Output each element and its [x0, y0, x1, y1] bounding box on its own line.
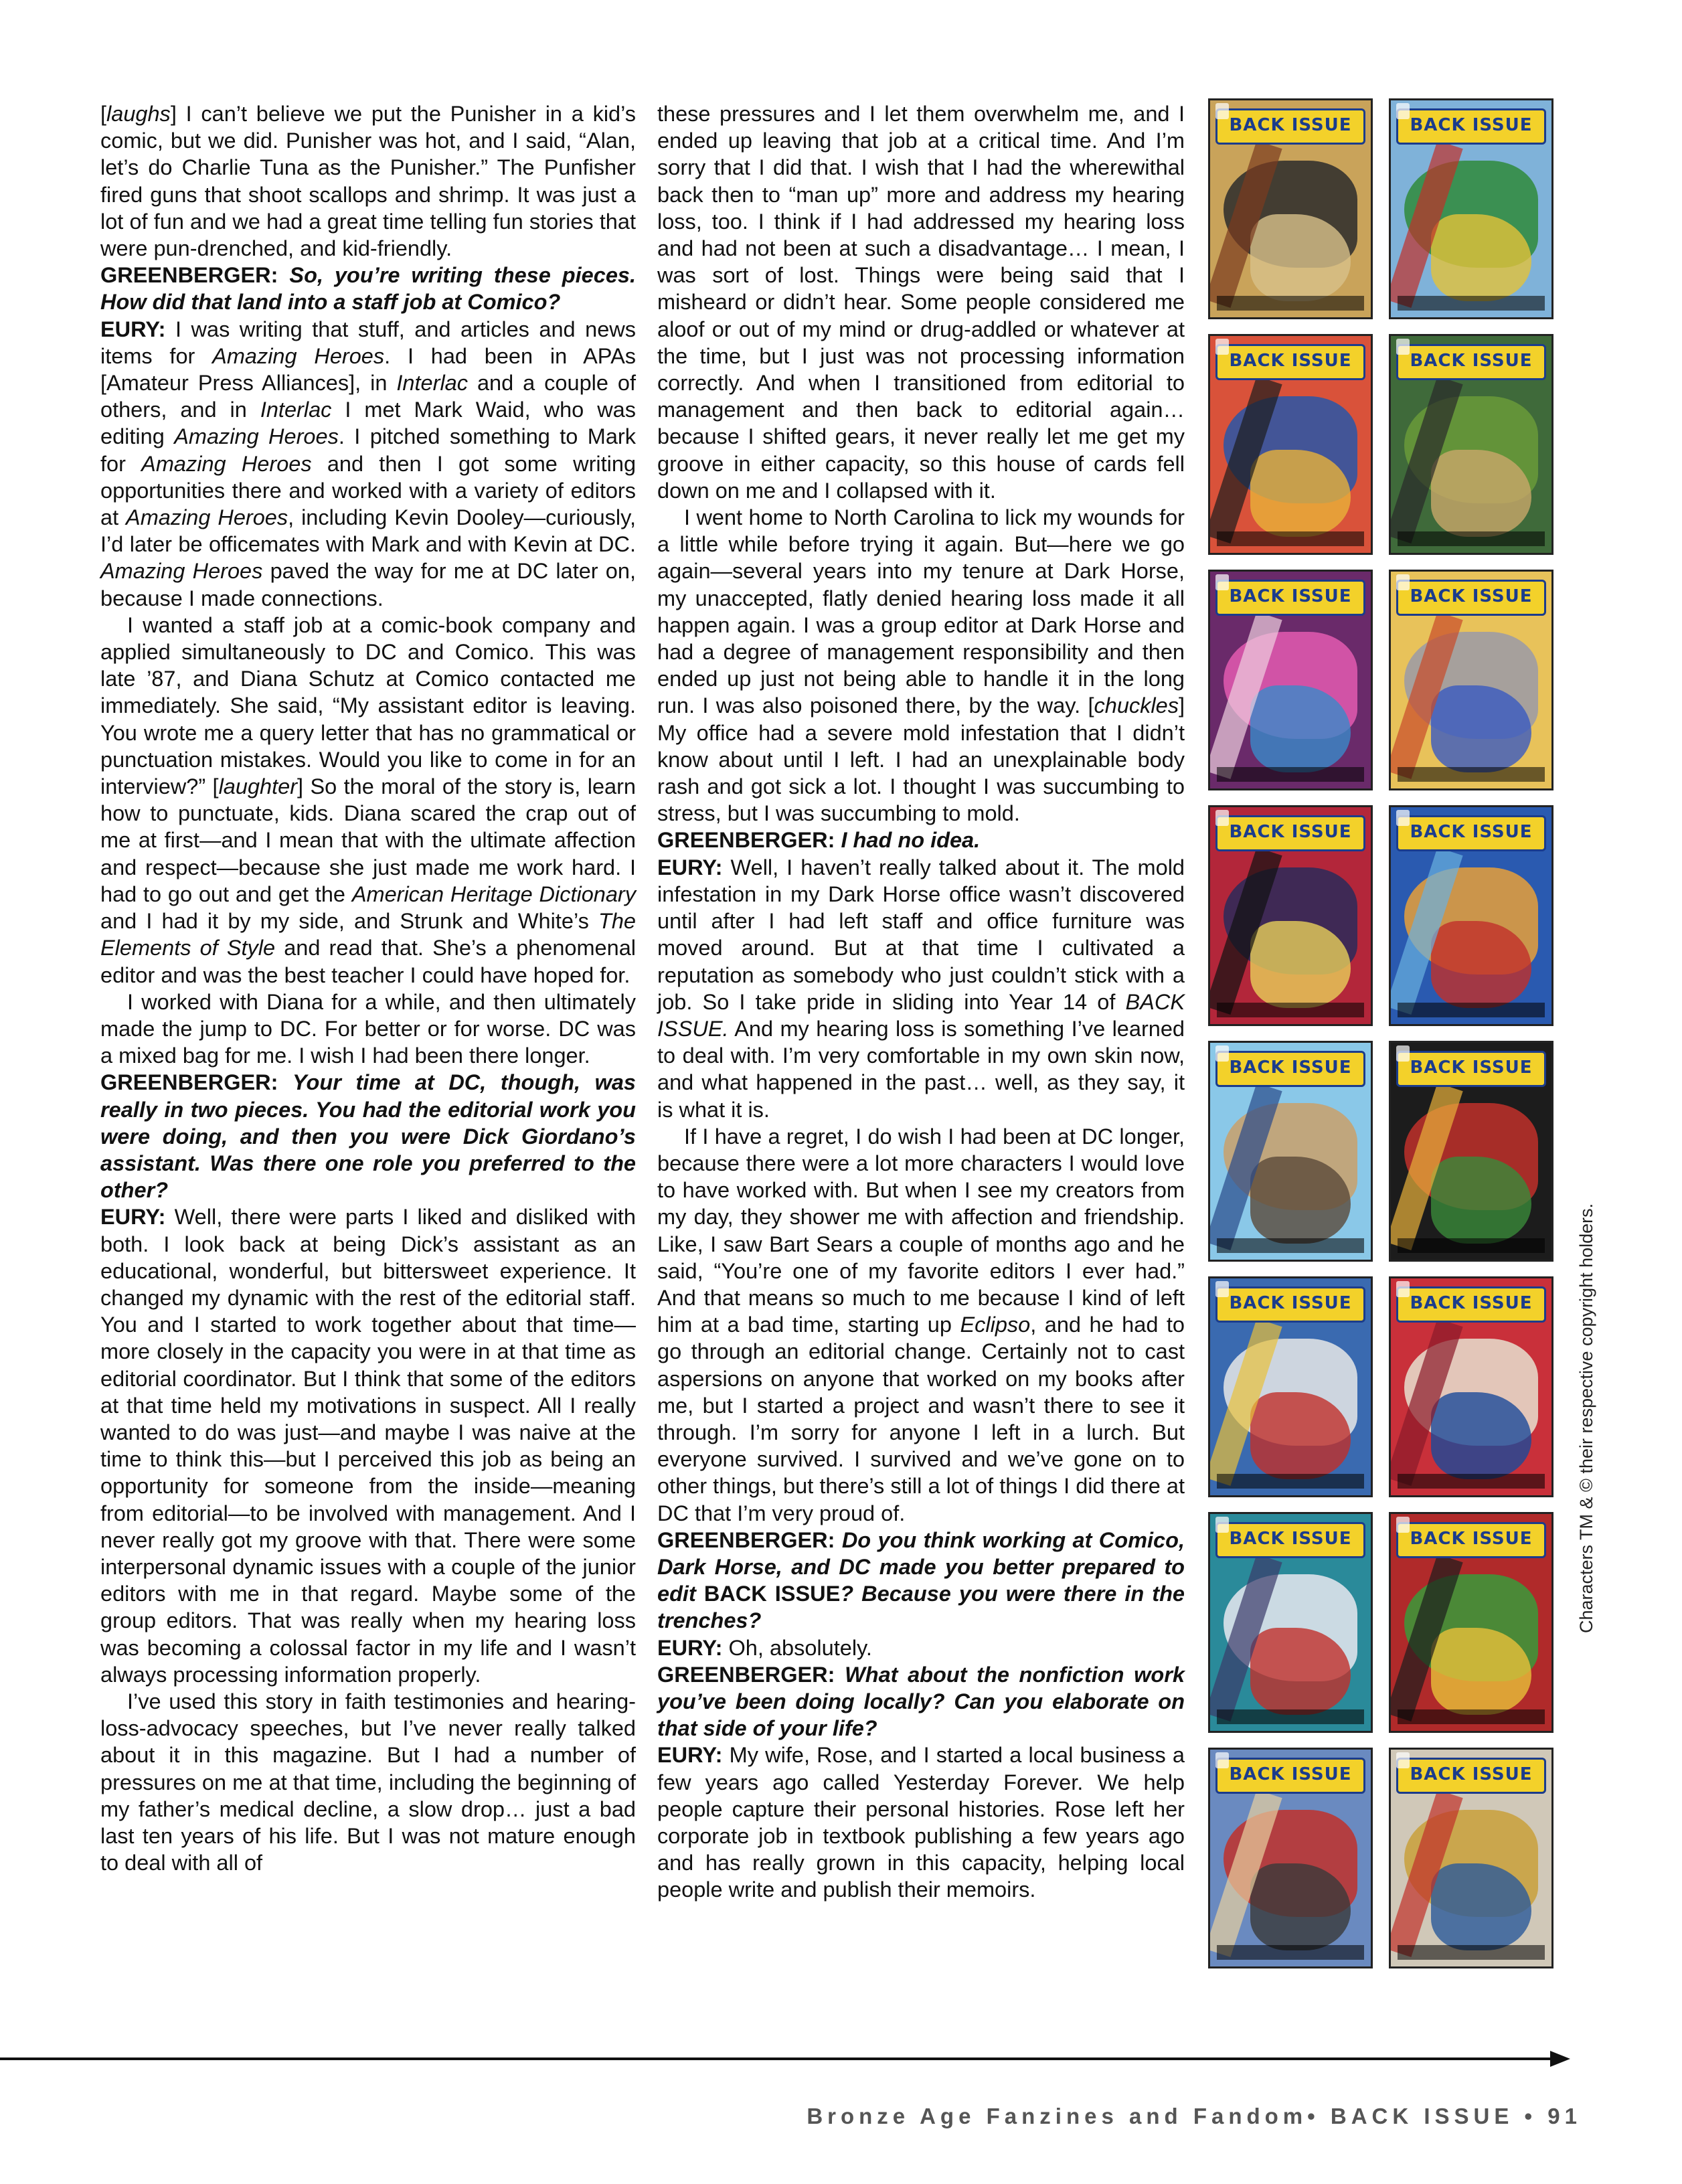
text-run: My wife, Rose, and I started a local business a few years ago called Yesterday Forever. We help people capture their personal histories. Rose left her corporate job in textbook publishing a few years ago and has really grown in this capacity, helping local people write and publish their memoirs.	[657, 1743, 1185, 1902]
cover-masthead: BACK ISSUE	[1215, 1286, 1365, 1323]
italic-text: Interlac	[396, 371, 468, 396]
issue-number-box	[1396, 1752, 1410, 1768]
speaker-name: GREENBERGER:	[657, 828, 835, 853]
speaker-name: EURY:	[657, 1635, 723, 1660]
cover-cover-lines	[1217, 1474, 1364, 1489]
cover-masthead: BACK ISSUE	[1215, 1758, 1365, 1794]
cover-masthead: BACK ISSUE	[1215, 815, 1365, 851]
italic-text: laughter	[218, 774, 298, 799]
cover-cover-lines	[1398, 767, 1545, 782]
text-run: , and he had to go through an editorial change. Certainly not to cast aspersions on anyone that worked on my books after me, but I started a project and wasn’t there to see it through. I’m sorry for anyone I left in a lurch. But everyone survived. I survived and we’ve gone on to other things, but there’s still a lot of things I did there at DC that I’m very proud of.	[657, 1313, 1185, 1525]
issue-number-box	[1396, 810, 1410, 826]
footer-rule	[0, 2057, 1560, 2060]
text-run: ] My office had a severe mold infestation that I didn’t know about until I left. I had an unexplainable body rash and got sick a lot. I thought I was succumbing to stress, but I was succumbing to mold.	[657, 693, 1185, 826]
answer	[100, 1203, 636, 1688]
cover-cover-lines	[1398, 531, 1545, 546]
italic-text: Amazing Heroes	[100, 559, 263, 584]
cover-cover-lines	[1217, 1709, 1364, 1724]
speaker-name: GREENBERGER:	[100, 263, 278, 288]
issue-number-box	[1396, 339, 1410, 355]
cover-masthead: BACK ISSUE	[1396, 815, 1546, 851]
question-text: Your time at DC, though, was really in two pieces. You had the editorial work you were doing, and then you were Dick Giordano’s assistant. Was there one role you preferred to the other?	[100, 1070, 637, 1203]
cover-thumbnail	[1208, 805, 1373, 1026]
cover-thumbnail	[1389, 98, 1553, 319]
question	[100, 262, 636, 315]
answer	[657, 1634, 1185, 1661]
speaker-name: EURY:	[657, 1743, 723, 1768]
cover-thumbnail	[1389, 805, 1553, 1026]
paragraph: [laughs] I can’t believe we put the Punisher in a kid’s comic, but we did. Punisher was hot, and I said, “Alan, let’s do Charlie Tuna as the Punisher.” The Punfisher fired guns that shoot scallops and shrimp. It was just a lot of fun and we had a great time telling fun stories that were pun-drenched, and kid-friendly.	[100, 102, 636, 261]
speaker-name: EURY:	[100, 317, 166, 341]
cover-cover-lines	[1217, 531, 1364, 546]
italic-text: The Elements of Style	[100, 909, 636, 960]
cover-thumbnail	[1208, 1041, 1373, 1262]
cover-thumbnail	[1389, 1748, 1553, 1968]
cover-masthead: BACK ISSUE	[1396, 1051, 1546, 1087]
arrow-icon	[1550, 2051, 1570, 2067]
question	[657, 1527, 1185, 1634]
cover-masthead: BACK ISSUE	[1215, 1051, 1365, 1087]
cover-cover-lines	[1398, 1709, 1545, 1724]
answer	[657, 1742, 1185, 1903]
text-run: Oh, absolutely.	[728, 1635, 872, 1660]
cover-cover-lines	[1398, 1945, 1545, 1960]
paragraph: these pressures and I let them overwhelm me, and I ended up leaving that job at a critical time. And I’m sorry that I did that. I wish that I had the wherewithal back then to “man up” more and address my hearing loss, too. I think if I had addressed my hearing loss and had not been at such a disadvantage… I mean, I was sort of lost. Things were being said that I misheard or didn’t hear. Some people considered me aloof or out of my mind or drug-addled or whatever at the time, but I just was not processing information correctly. And when I transitioned from editorial to management and then back to editorial again… because I shifted gears, it never really let me get my groove in either capacity, so this house of cards fell down on me and I collapsed with it.	[657, 102, 1185, 503]
text-run: and I had it by my side, and Strunk and White’s	[100, 909, 589, 934]
question-text: What about the nonfiction work you’ve been doing locally? Can you elaborate on that side of your life?	[657, 1662, 1185, 1741]
text-run: . I had been in APAs [Amateur Press Alliances], in	[100, 343, 636, 396]
article-column-left	[100, 100, 636, 1876]
issue-number-box	[1215, 1752, 1229, 1768]
italic-text: Amazing Heroes	[212, 343, 385, 368]
issue-number-box	[1396, 1281, 1410, 1297]
cover-masthead: BACK ISSUE	[1396, 1522, 1546, 1558]
cover-thumbnail	[1389, 1041, 1553, 1262]
cover-thumbnail	[1208, 334, 1373, 555]
answer	[657, 854, 1185, 1123]
magazine-title: BACK ISSUE	[703, 1582, 841, 1606]
cover-cover-lines	[1217, 1945, 1364, 1960]
speaker-name: GREENBERGER:	[657, 1527, 835, 1552]
question-text: So, you’re writing these pieces. How did that land into a staff job at Comico?	[100, 263, 636, 315]
text-run: Well, there were parts I liked and disliked with both. I look back at being Dick’s assistant as an educational, wonderful, but bittersweet experience. It changed my dynamic with the rest of the editorial staff. You and I started to work together about that time—more closely in the capacity you were in at that time as editorial coordinator. But I think that some of the editors at that time held my motivations in suspect. All I really wanted to do was just—and maybe I was naive at the time to think this—but I perceived this job as being an opportunity for someone from the inside—meaning from editorial—to be involved with management. And I never really got my groove with that. There were some interpersonal dynamic issues with a couple of the junior editors with me in that regard. Maybe some of the group editors. That was really when my hearing loss was becoming a colossal factor in my life and I wasn’t always processing information properly.	[100, 1205, 636, 1687]
speaker-name: EURY:	[100, 1205, 166, 1230]
text-run: ] So the moral of the story is, learn how to punctuate, kids. Diana scared the crap out of me at first—and I mean that with the ultimate affection and respect—because she just made me work hard. I had to go out and get the	[100, 774, 636, 906]
paragraph	[100, 612, 636, 989]
cover-thumbnail	[1389, 1512, 1553, 1733]
text-run: I met Mark Waid, who was editing	[100, 398, 636, 449]
paragraph: I’ve used this story in faith testimonies and hearing-loss-advocacy speeches, but I’ve never really talked about it in this magazine. But I had a number of pressures on me at that time, including the beginning of my father’s medical decline, a slow drop… just a bad last ten years of his life. But I was not mature enough to deal with all of	[100, 1689, 636, 1875]
text-run: and then I got some writing opportunities there and worked with a variety of editors at	[100, 451, 637, 530]
question	[657, 827, 1185, 853]
copyright-credit: Characters TM & © their respective copyright holders.	[1576, 1203, 1596, 1633]
question	[657, 1661, 1185, 1742]
cover-masthead: BACK ISSUE	[1396, 1286, 1546, 1323]
italic-text: chuckles	[1094, 693, 1179, 718]
italic-text: laughs	[106, 102, 171, 126]
cover-masthead: BACK ISSUE	[1215, 580, 1365, 616]
cover-thumbnail	[1208, 1748, 1373, 1968]
cover-thumbnail	[1208, 1276, 1373, 1497]
cover-cover-lines	[1217, 1003, 1364, 1017]
cover-masthead: BACK ISSUE	[1396, 344, 1546, 380]
cover-thumbnail	[1208, 98, 1373, 319]
text-run: I went home to North Carolina to lick my wounds for a little while before trying it again. But—here we go again—several years into my tenure at Dark Horse, my unaccepted, flatly denied hearing loss made it all happen again. I was a group editor at Dark Horse and had a degree of management responsibility and then ended up just not being able to handle it in the long run. I was also poisoned there, by the way. [	[657, 505, 1185, 718]
speaker-name: GREENBERGER:	[657, 1662, 835, 1687]
italic-text: BACK ISSUE.	[657, 989, 1185, 1041]
issue-number-box	[1215, 810, 1229, 826]
cover-cover-lines	[1398, 1474, 1545, 1489]
cover-masthead: BACK ISSUE	[1215, 108, 1365, 145]
issue-number-box	[1396, 1517, 1410, 1533]
cover-cover-lines	[1217, 767, 1364, 782]
speaker-name: EURY:	[657, 855, 723, 879]
cover-cover-lines	[1217, 296, 1364, 311]
cover-thumbnail	[1208, 570, 1373, 790]
text-run: I was writing that stuff, and articles and news items for	[100, 317, 636, 368]
issue-number-box	[1215, 103, 1229, 119]
paragraph: I worked with Diana for a while, and then ultimately made the jump to DC. For better or for worse. DC was a mixed bag for me. I wish I had been there longer.	[100, 989, 636, 1068]
cover-cover-lines	[1217, 1238, 1364, 1253]
issue-number-box	[1396, 103, 1410, 119]
text-run: . I pitched something to Mark for	[100, 424, 637, 476]
answer	[100, 316, 636, 612]
cover-masthead: BACK ISSUE	[1396, 1758, 1546, 1794]
text-run: and read that. She’s a phenomenal editor and was the best teacher I could have hoped for.	[100, 936, 636, 987]
text-run: I wanted a staff job at a comic-book company and applied simultaneously to DC and Comico. This was late ’87, and Diana Schutz at Comico contacted me immediately. She said, “My assistant editor is leaving. You wrote me a query letter that has no grammatical or punctuation mistakes. Would you like to come in for an interview?” [	[100, 612, 636, 799]
cover-cover-lines	[1398, 1003, 1545, 1017]
italic-text: Eclipso	[960, 1313, 1031, 1337]
question-text: ? Because you were there in the trenches?	[657, 1582, 1185, 1633]
cover-thumbnail	[1208, 1512, 1373, 1733]
italic-text: Amazing Heroes	[174, 424, 339, 449]
cover-cover-lines	[1398, 1238, 1545, 1253]
text-run: , including Kevin Dooley—curiously, I’d later be officemates with Mark and with Kevin at DC.	[100, 505, 636, 557]
issue-number-box	[1215, 1281, 1229, 1297]
text-run: and a couple of others, and in	[100, 371, 637, 422]
italic-text: Interlac	[260, 398, 332, 422]
issue-number-box	[1396, 1045, 1410, 1062]
cover-thumbnail	[1389, 334, 1553, 555]
italic-text: Amazing Heroes	[141, 451, 312, 476]
cover-thumbnail	[1389, 570, 1553, 790]
issue-number-box	[1396, 574, 1410, 590]
issue-number-box	[1215, 574, 1229, 590]
cover-cover-lines	[1398, 296, 1545, 311]
text-run: ] I can’t believe we put the Punisher in a kid’s comic, but we did. Punisher was hot, and I said, “Alan, let’s do Charlie Tuna as the Punisher.” The Punfisher fired guns that shoot scallops and shrimp. It was just a lot of fun and we had a great time telling fun stories that were pun-drenched, and kid-friendly.	[100, 102, 636, 261]
cover-masthead: BACK ISSUE	[1215, 344, 1365, 380]
issue-number-box	[1215, 339, 1229, 355]
text-run: paved the way for me at DC later on, because I made connections.	[100, 559, 636, 610]
page-footer: Bronze Age Fanzines and Fandom• BACK ISSUE • 91	[807, 2104, 1582, 2128]
italic-text: Amazing Heroes	[126, 505, 288, 530]
article-column-middle	[657, 100, 1185, 1904]
issue-number-box	[1215, 1517, 1229, 1533]
issue-number-box	[1215, 1045, 1229, 1062]
paragraph	[657, 504, 1185, 827]
cover-masthead: BACK ISSUE	[1215, 1522, 1365, 1558]
cover-thumbnail	[1389, 1276, 1553, 1497]
paragraph	[657, 1123, 1185, 1527]
text-run: If I have a regret, I do wish I had been at DC longer, because there were a lot more characters I would love to have worked with. But when I see my creators from my day, they shower me with affection and friendship. Like, I saw Bart Sears a couple of months ago and he said, “You’re one of my favorite editors I ever had.” And that means so much to me because I kind of left him at a bad time, starting up	[657, 1124, 1185, 1337]
cover-masthead: BACK ISSUE	[1396, 108, 1546, 145]
italic-text: American Heritage Dictionary	[351, 881, 636, 906]
question	[100, 1069, 636, 1203]
text-run: Well, I haven’t really talked about it. The mold infestation in my Dark Horse office wasn’t discovered until after I had left staff and office furniture was moved around. But at that time I cultivated a reputation as somebody who just couldn’t stick with a job. So I take pride in sliding into Year 14 of	[657, 855, 1185, 1014]
text-run: And my hearing loss is something I’ve learned to deal with. I’m very comfortable in my own skin now, and what happened in the past… well, as they say, it is what it is.	[657, 1016, 1185, 1122]
speaker-name: GREENBERGER:	[100, 1070, 278, 1095]
cover-masthead: BACK ISSUE	[1396, 580, 1546, 616]
question-text: I had no idea.	[841, 828, 981, 853]
question-text: Do you think working at Comico, Dark Horse, and DC made you better prepared to edit	[657, 1527, 1185, 1606]
